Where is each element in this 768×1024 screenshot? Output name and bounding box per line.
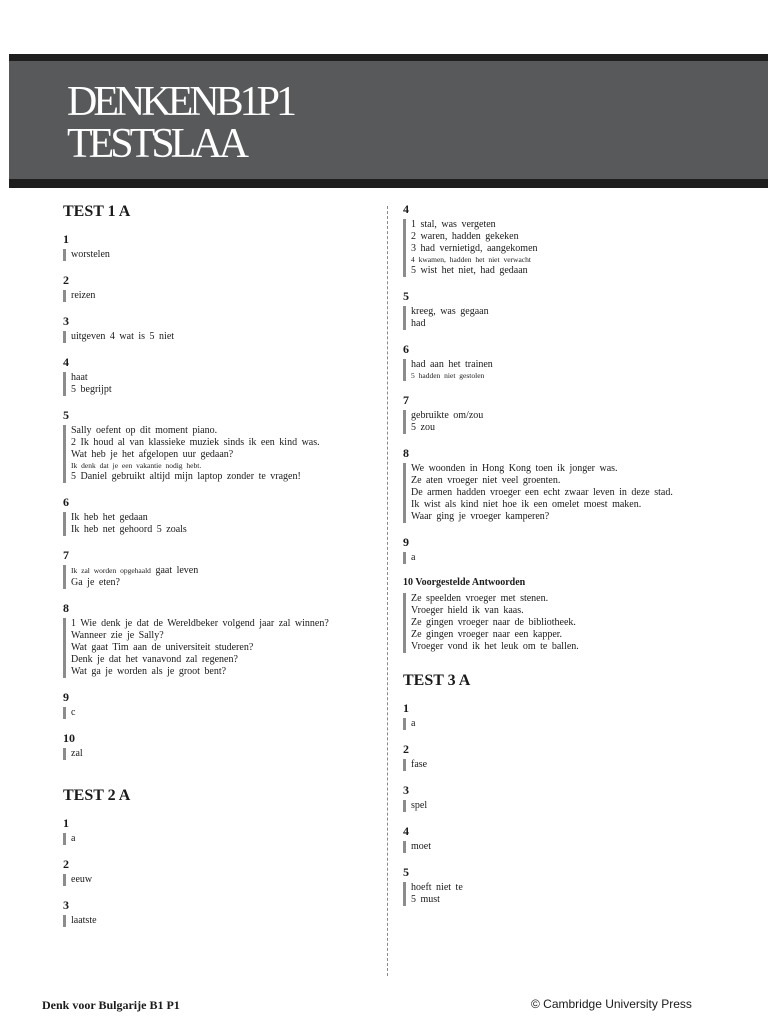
- answer-line: Ik wist als kind niet hoe ik een omelet moest maken.: [411, 499, 642, 510]
- test-2-question-8: [403, 446, 723, 523]
- answer-block: [63, 874, 373, 886]
- answer-line: Ga je eten?: [71, 577, 120, 588]
- test-3-title: TEST 3 A: [403, 672, 471, 689]
- test-1-question-8: [63, 601, 373, 678]
- answer-line: gebruikte om/zou: [411, 410, 484, 421]
- answer-line: 5 begrijpt: [71, 384, 112, 395]
- answer-block: [63, 512, 373, 536]
- answer-block: [63, 425, 373, 483]
- test-2-question-1: [63, 816, 373, 845]
- answer-line: Vroeger vond ik het leuk om te ballen.: [411, 641, 579, 652]
- answer-block: [403, 882, 723, 906]
- test-1-question-6: [63, 495, 373, 536]
- answer-text-small: Ik zal worden opgehaald: [71, 566, 151, 575]
- answer-line: laatste: [71, 915, 97, 926]
- answer-line: 5 zou: [411, 422, 435, 433]
- answer-line: Ze aten vroeger niet veel groenten.: [411, 475, 561, 486]
- test-2-question-5: [403, 289, 723, 330]
- test-2-question-2: [63, 857, 373, 886]
- question-number: 10: [63, 731, 75, 745]
- answer-block: [63, 748, 373, 760]
- question-number: 10 Voorgestelde Antwoorden: [403, 577, 526, 588]
- answer-line: haat: [71, 372, 88, 383]
- column-divider: [387, 206, 388, 976]
- answer-block: [403, 759, 723, 771]
- test-2-title: TEST 2 A: [63, 787, 131, 804]
- answer-line: fase: [411, 759, 428, 770]
- answer-block: [63, 372, 373, 396]
- question-number: 5: [63, 408, 69, 422]
- test-3-question-3: [403, 783, 723, 812]
- answer-line: Wanneer zie je Sally?: [71, 630, 164, 641]
- question-number: 5: [403, 289, 409, 303]
- test-1-question-1: [63, 232, 373, 261]
- page-title: [67, 81, 293, 165]
- header-bottom-rule: [9, 179, 768, 188]
- answer-block: [403, 219, 723, 277]
- test-2-question-6: [403, 342, 723, 381]
- answer-line: a: [71, 833, 76, 844]
- test-1-question-3: [63, 314, 373, 343]
- answer-line: Wat heb je het afgelopen uur gedaan?: [71, 449, 234, 460]
- question-number: 7: [403, 393, 409, 407]
- answer-line: De armen hadden vroeger een echt zwaar leven in deze stad.: [411, 487, 673, 498]
- answer-line: uitgeven 4 wat is 5 niet: [71, 331, 175, 342]
- test-1-question-7: [63, 548, 373, 589]
- question-number: 6: [403, 342, 409, 356]
- answer-block: [63, 915, 373, 927]
- question-number: 2: [63, 857, 69, 871]
- answer-line: worstelen: [71, 249, 110, 260]
- test-1-question-10: [63, 731, 373, 760]
- answer-line: Ze gingen vroeger naar een kapper.: [411, 629, 563, 640]
- answer-line: Denk je dat het vanavond zal regenen?: [71, 654, 238, 665]
- test-1-question-2: [63, 273, 373, 302]
- answer-line: [71, 565, 373, 577]
- test-3-question-2: [403, 742, 723, 771]
- question-number: 2: [403, 742, 409, 756]
- header-banner: [9, 61, 768, 179]
- question-number: 1: [63, 232, 69, 246]
- answer-line: Sally oefent op dit moment piano.: [71, 425, 218, 436]
- answer-line: Ik heb het gedaan: [71, 512, 148, 523]
- answer-block: [403, 593, 723, 653]
- answer-line: moet: [411, 841, 431, 852]
- answer-line: 1 stal, was vergeten: [411, 219, 496, 230]
- test-2-question-10: [403, 576, 723, 653]
- right-column: [403, 202, 723, 918]
- header-top-rule: [9, 54, 768, 61]
- test-3-question-4: [403, 824, 723, 853]
- question-number: 9: [63, 690, 69, 704]
- answer-line: kreeg, was gegaan: [411, 306, 489, 317]
- answer-line: spel: [411, 800, 428, 811]
- answer-line: 2 Ik houd al van klassieke muziek sinds ik een kind was.: [71, 437, 320, 448]
- answer-line: 2 waren, hadden gekeken: [411, 231, 519, 242]
- test-1-question-9: [63, 690, 373, 719]
- question-number: 7: [63, 548, 69, 562]
- section-spacer: [63, 772, 373, 786]
- question-number: 1: [63, 816, 69, 830]
- answer-text: gaat leven: [150, 565, 199, 576]
- answer-line: 4 kwamen, hadden het niet verwacht: [411, 255, 531, 264]
- question-number: 2: [63, 273, 69, 287]
- test-3-question-5: [403, 865, 723, 906]
- answer-line: Wat gaat Tim aan de universiteit studeren?: [71, 642, 254, 653]
- question-number: 8: [63, 601, 69, 615]
- answer-line: a: [411, 718, 416, 729]
- answer-line: had aan het trainen: [411, 359, 493, 370]
- answer-line: Ze speelden vroeger met stenen.: [411, 593, 549, 604]
- answer-line: We woonden in Hong Kong toen ik jonger was.: [411, 463, 618, 474]
- question-number: 4: [403, 202, 409, 216]
- question-number: 1: [403, 701, 409, 715]
- answer-line: 1 Wie denk je dat de Wereldbeker volgend jaar zal winnen?: [71, 618, 329, 629]
- test-2-question-4: [403, 202, 723, 277]
- answer-line: Ik heb net gehoord 5 zoals: [71, 524, 187, 535]
- answer-line: c: [71, 707, 76, 718]
- answer-line: Wat ga je worden als je groot bent?: [71, 666, 227, 677]
- page-title-line-1: DENKENB1P1: [67, 79, 294, 125]
- question-number: 4: [63, 355, 69, 369]
- left-column: [63, 202, 373, 939]
- answer-block: [403, 841, 723, 853]
- answer-line: Vroeger hield ik van kaas.: [411, 605, 524, 616]
- answer-line: Ze gingen vroeger naar de bibliotheek.: [411, 617, 576, 628]
- answer-line: 5 wist het niet, had gedaan: [411, 265, 528, 276]
- answer-block: [63, 331, 373, 343]
- answer-block: [403, 463, 723, 523]
- answer-line: 5 hadden niet gestolen: [411, 371, 485, 380]
- answer-line: 5 Daniel gebruikt altijd mijn laptop zonder te vragen!: [71, 471, 301, 482]
- answer-line: 3 had vernietigd, aangekomen: [411, 243, 538, 254]
- footer-copyright: © Cambridge University Press: [531, 997, 692, 1011]
- answer-block: [63, 707, 373, 719]
- answer-line: 5 must: [411, 894, 440, 905]
- test-2-question-3: [63, 898, 373, 927]
- test-2-question-7: [403, 393, 723, 434]
- answer-block: [403, 410, 723, 434]
- answer-line: Waar ging je vroeger kamperen?: [411, 511, 550, 522]
- answer-block: [63, 249, 373, 261]
- question-number: 8: [403, 446, 409, 460]
- test-1-question-4: [63, 355, 373, 396]
- test-3-question-1: [403, 701, 723, 730]
- footer-book-title: Denk voor Bulgarije B1 P1: [42, 998, 180, 1012]
- answer-block: [403, 306, 723, 330]
- question-number: 6: [63, 495, 69, 509]
- answer-line: hoeft niet te: [411, 882, 463, 893]
- question-number: 3: [403, 783, 409, 797]
- answer-block: [403, 359, 723, 381]
- question-number: 5: [403, 865, 409, 879]
- test-1-title: TEST 1 A: [63, 203, 131, 220]
- test-1-question-5: [63, 408, 373, 483]
- answer-line: a: [411, 552, 416, 563]
- answer-line: eeuw: [71, 874, 93, 885]
- answer-block: [63, 565, 373, 589]
- question-number: 9: [403, 535, 409, 549]
- question-number: 4: [403, 824, 409, 838]
- answer-line: Ik denk dat je een vakantie nodig hebt.: [71, 461, 202, 470]
- answer-block: [63, 618, 373, 678]
- answer-block: [63, 290, 373, 302]
- question-number: 3: [63, 314, 69, 328]
- test-2-question-9: [403, 535, 723, 564]
- answer-block: [403, 718, 723, 730]
- question-number: 3: [63, 898, 69, 912]
- answer-block: [63, 833, 373, 845]
- answer-line: reizen: [71, 290, 96, 301]
- page-title-line-2: TESTSLAA: [67, 121, 245, 167]
- answer-line: had: [411, 318, 426, 329]
- answer-line: zal: [71, 748, 83, 759]
- answer-block: [403, 552, 723, 564]
- answer-block: [403, 800, 723, 812]
